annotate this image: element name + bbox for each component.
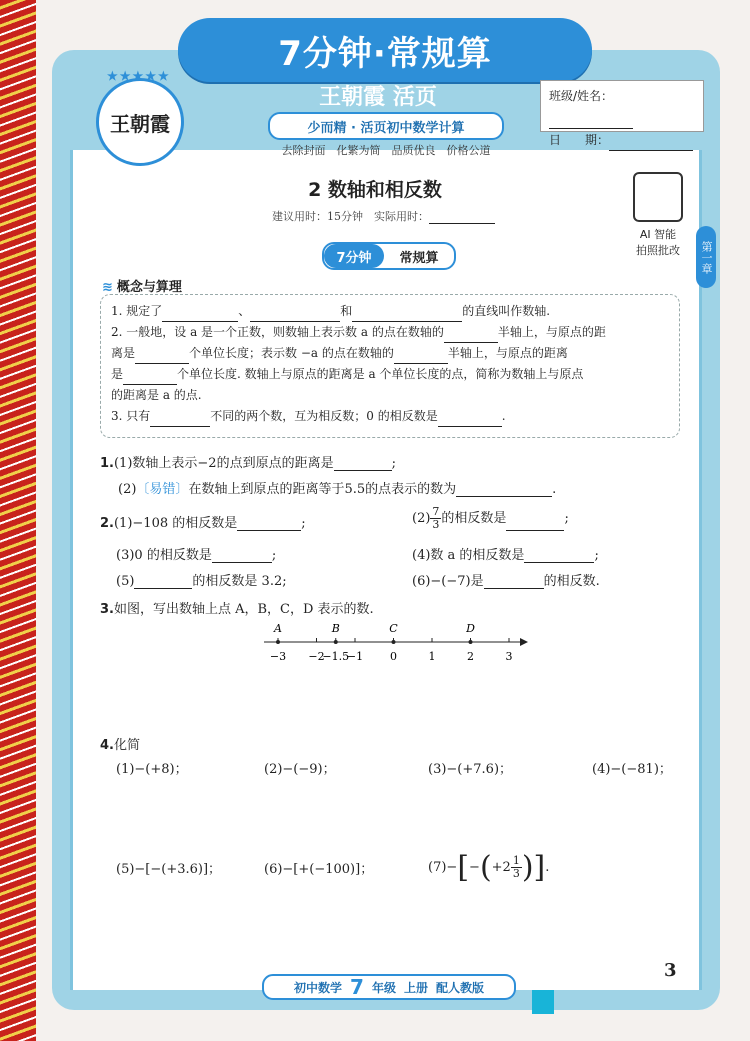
point-label: A — [274, 622, 282, 635]
answer-blank[interactable] — [444, 328, 498, 343]
class-name-field[interactable] — [549, 114, 633, 129]
tick-label: 0 — [390, 650, 397, 663]
question-2-6: (6)−(−7)是 的相反数. — [412, 574, 600, 589]
page-title: 2 数轴和相反数 — [308, 179, 442, 201]
answer-blank[interactable] — [506, 516, 564, 531]
tick-label: 2 — [467, 650, 474, 663]
date-field[interactable] — [609, 136, 693, 151]
bookmark-tab — [532, 990, 554, 1014]
tick-label: −3 — [269, 650, 287, 663]
question-3: 3.如图，写出数轴上点 A，B，C，D 表示的数. — [100, 602, 374, 617]
class-name-box — [540, 80, 704, 147]
simplify-item-4: (4)−(−81)； — [592, 762, 672, 777]
answer-blank[interactable] — [484, 574, 544, 589]
tick-label: 3 — [505, 650, 513, 663]
tick-label: −1.5 — [322, 650, 350, 663]
answer-blank[interactable] — [237, 516, 301, 531]
logo-text: 王朝霞 — [110, 111, 170, 136]
question-2-3: (3)0 的相反数是 ; — [116, 548, 277, 563]
answer-blank[interactable] — [456, 482, 552, 497]
section-pill — [322, 242, 456, 270]
point-marker — [334, 640, 338, 644]
arrow-icon — [520, 638, 528, 646]
answer-blank[interactable] — [123, 370, 177, 385]
ai-sublabel: 拍照批改 — [636, 244, 680, 257]
question-4: 4.化简 — [100, 738, 140, 753]
question-2-1: 2.(1)−108 的相反数是 ; — [100, 516, 306, 531]
slogan: 去除封面 化繁为简 品质优良 价格公道 — [281, 144, 491, 157]
simplify-item-6: (6)−[+(−100)]； — [264, 862, 374, 877]
question-2-4: (4)数 a 的相反数是 ; — [412, 548, 599, 563]
tick-label: 1 — [428, 650, 436, 663]
time-hint — [272, 208, 495, 224]
tick-label: −1 — [346, 650, 364, 663]
question-1: 1.(1)数轴上表示−2的点到原点的距离是 ; — [100, 456, 396, 471]
pill-time: 7分钟 — [324, 244, 384, 268]
point-marker — [276, 640, 280, 644]
fraction: $\frac{1}{3}$ — [512, 854, 520, 880]
question-2-2: (2) $\frac{7}{3}$ 的相反数是 ; — [412, 505, 569, 531]
simplify-item-2: (2)−(−9)； — [264, 762, 336, 777]
point-label: B — [331, 622, 340, 635]
answer-blank[interactable] — [352, 307, 462, 322]
answer-blank[interactable] — [150, 412, 210, 427]
qr-code-icon[interactable] — [633, 172, 683, 222]
star-icon: ★★★★★ — [107, 69, 171, 83]
brand-subtitle: 少而精 · 活页初中数学计算 — [268, 112, 504, 140]
simplify-item-7: (7)−[−(+2 $\frac{1}{3}$ )]. — [428, 850, 550, 885]
point-marker — [469, 640, 473, 644]
date-label: 日 期： — [549, 133, 610, 147]
class-label: 班级/姓名： — [549, 89, 614, 103]
answer-blank[interactable] — [212, 548, 272, 563]
concept-heading — [102, 276, 182, 295]
answer-blank[interactable] — [438, 412, 502, 427]
time-text: 建议用时：15分钟 实际用时： — [272, 210, 429, 223]
answer-blank[interactable] — [135, 349, 189, 364]
top-banner: 7分钟·常规算 — [178, 18, 592, 82]
concept-title: 概念与算理 — [116, 280, 182, 295]
answer-blank[interactable] — [250, 307, 340, 322]
concept-box: 1. 规定了 、 和 的直线叫作数轴. 2. 一般地，设 a 是一个正数，则数轴上表示数 a 的点在数轴的 半轴上，与原点的距 离是 个单位长度；表示数 −a 的点在数轴的 半轴上，与原点的距离 是 个单位长度. 数轴上与原点的距离是 a 个单位长度的点，简称为数轴上与原点 的距离是 a 的点. 3. 只有 不同的两个数，互为相反数；0 的相反数是 . — [100, 294, 680, 438]
pill-label: 常规算 — [399, 250, 439, 266]
number-line — [258, 620, 530, 666]
answer-blank[interactable] — [162, 307, 238, 322]
brand-logo — [96, 69, 184, 166]
tick-label: −2 — [308, 650, 325, 663]
answer-blank[interactable] — [134, 574, 192, 589]
ai-grading[interactable] — [628, 172, 688, 258]
simplify-item-1: (1)−(+8)； — [116, 762, 188, 777]
fraction: $\frac{7}{3}$ — [432, 505, 440, 531]
point-label: D — [466, 622, 475, 635]
binding-spine — [0, 0, 36, 1041]
chapter-tab: 第一章 — [696, 226, 716, 288]
page-number: 3 — [664, 960, 677, 981]
answer-blank[interactable] — [334, 456, 392, 471]
question-1-2: (2)〔易错〕在数轴上到原点的距离等于5.5的点表示的数为 . — [118, 482, 557, 497]
footer-banner: 初中数学 7 年级 上册 配人教版 — [262, 974, 516, 1000]
point-marker — [392, 640, 396, 644]
question-2-5: (5) 的相反数是 3.2; — [116, 574, 287, 589]
point-label: C — [389, 622, 398, 635]
answer-blank[interactable] — [394, 349, 448, 364]
answer-blank[interactable] — [524, 548, 594, 563]
simplify-item-3: (3)−(+7.6)； — [428, 762, 513, 777]
wave-icon: ≋ — [102, 280, 113, 295]
ai-label: AI 智能 — [639, 228, 677, 241]
brand-title: 王朝霞 活页 — [319, 85, 437, 110]
simplify-item-5: (5)−[−(+3.6)]； — [116, 862, 222, 877]
actual-time-field[interactable] — [429, 209, 495, 224]
